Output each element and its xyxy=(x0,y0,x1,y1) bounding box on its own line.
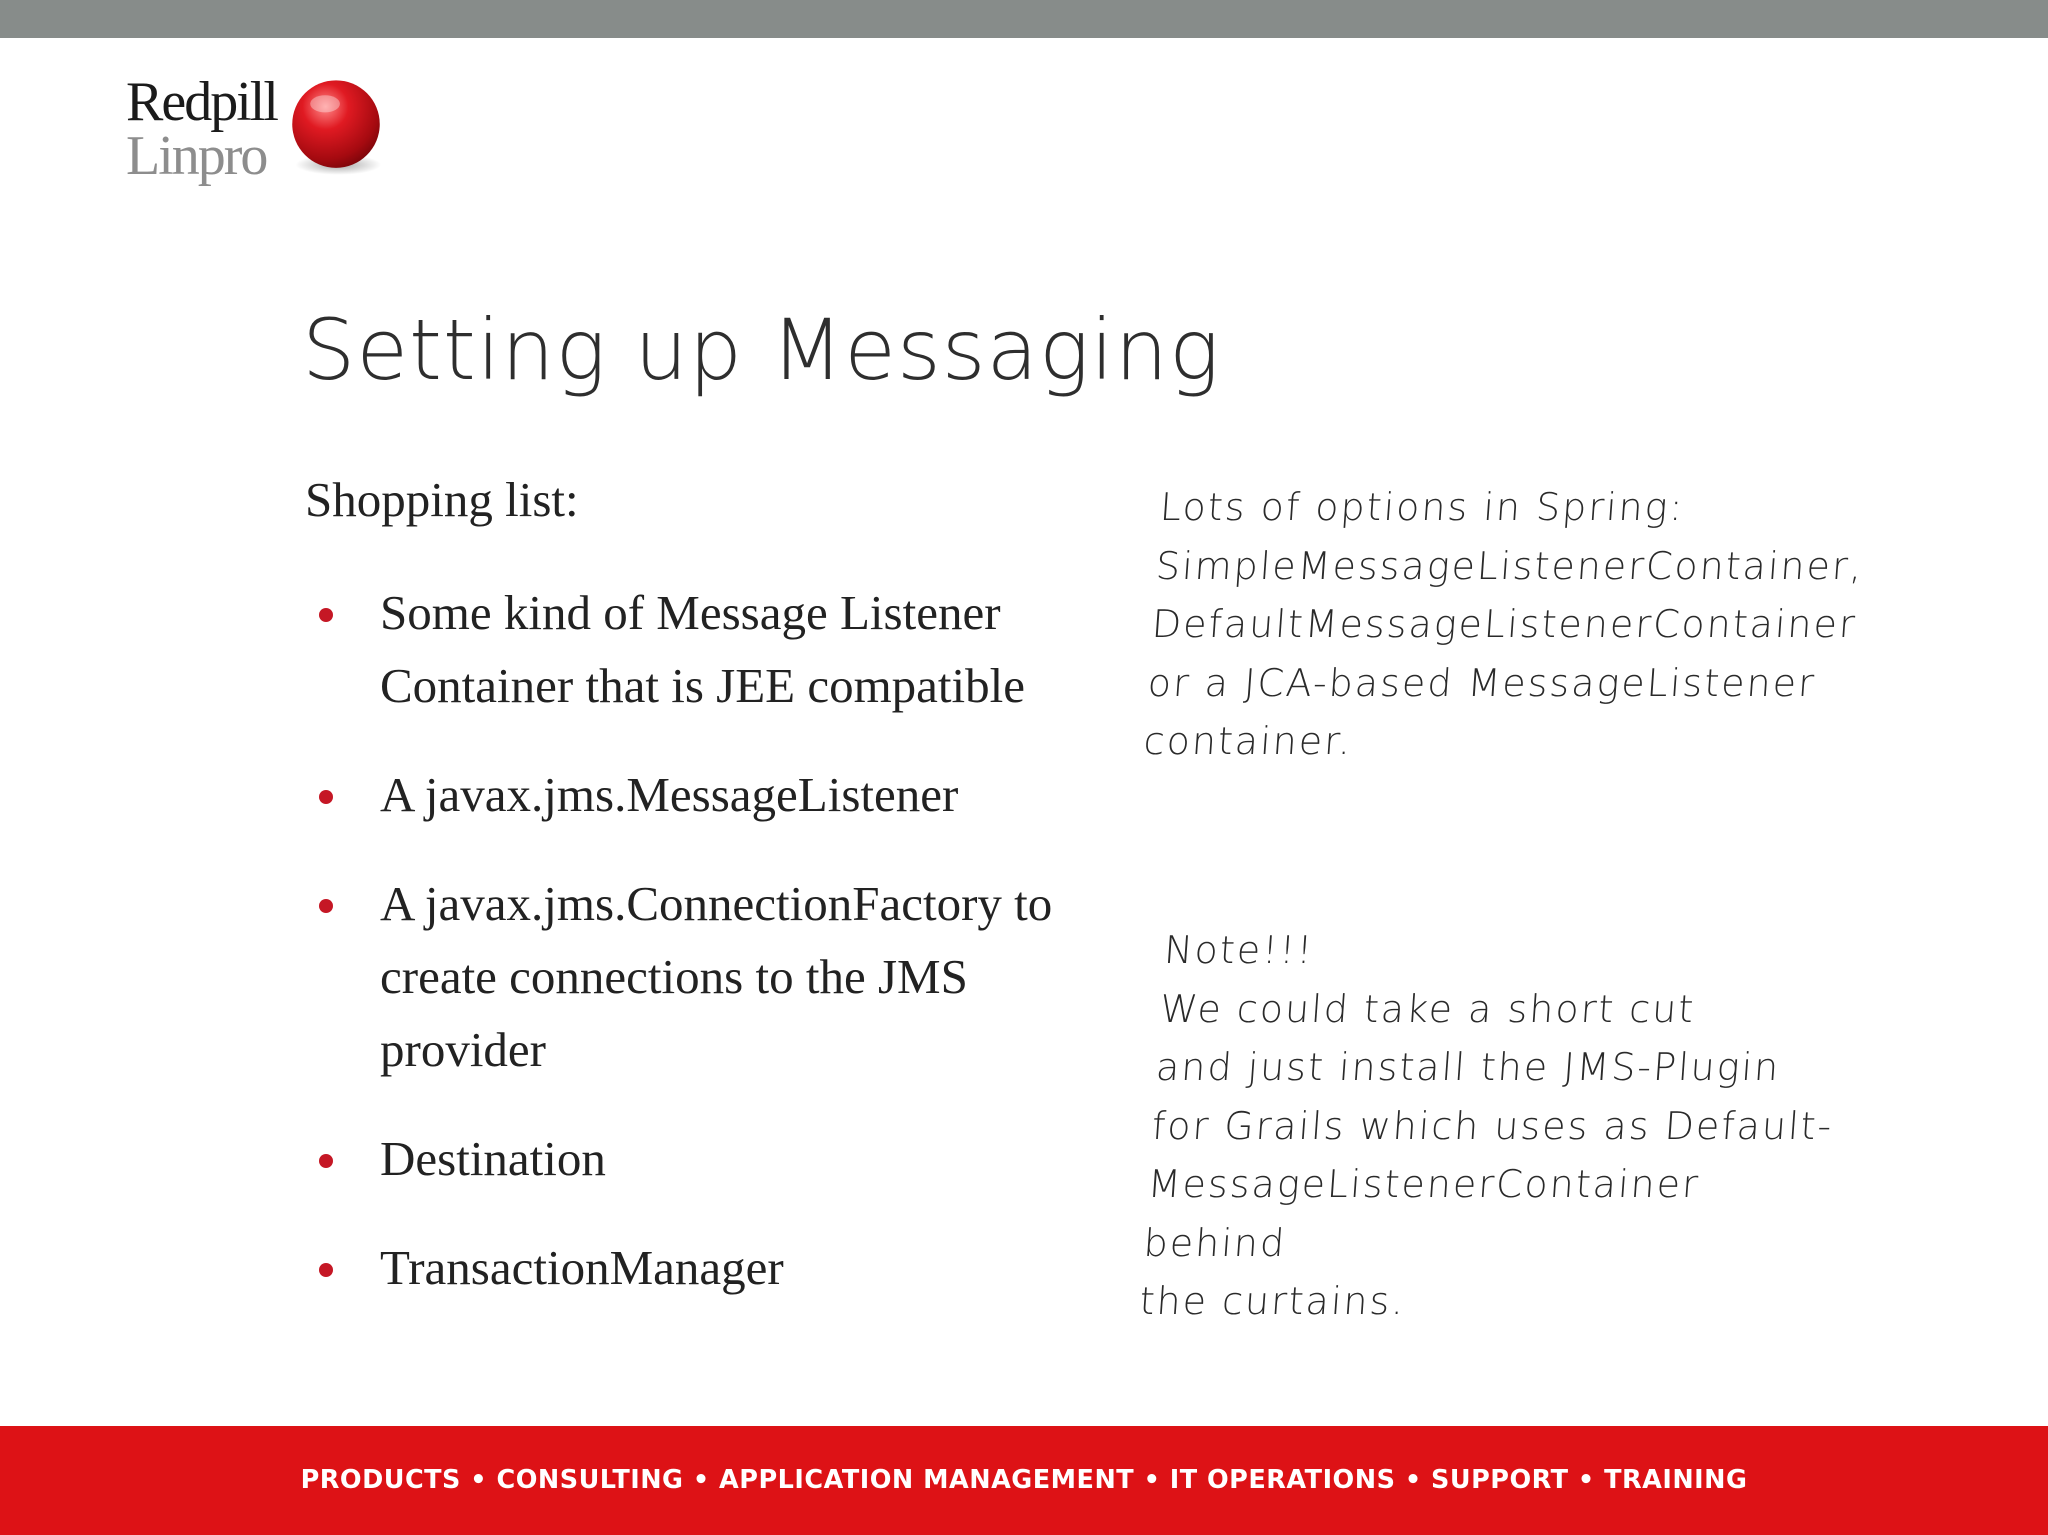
note-line: container. xyxy=(1142,719,1355,763)
note-line: the curtains. xyxy=(1138,1279,1408,1323)
note-line: and just install the JMS-Plugin xyxy=(1154,1045,1782,1089)
shopping-list xyxy=(305,576,1095,1340)
bullet-dot-icon xyxy=(319,608,333,622)
top-bar xyxy=(0,0,2048,38)
logo-word-linpro: Linpro xyxy=(126,125,267,187)
list-item-text: Some kind of Message Listener Container that is JEE compatible xyxy=(380,585,1026,713)
list-item xyxy=(305,758,1095,831)
note-line: MessageListenerContainer behind xyxy=(1142,1162,1702,1265)
bullet-dot-icon xyxy=(319,1263,333,1277)
note-line: DefaultMessageListenerContainer xyxy=(1150,602,1859,646)
bullet-dot-icon xyxy=(319,1154,333,1168)
red-pill-ball-icon xyxy=(286,78,386,178)
list-item-text: A javax.jms.MessageListener xyxy=(380,767,959,822)
list-item xyxy=(305,867,1095,1086)
redpill-linpro-logo xyxy=(126,71,396,194)
note-line: We could take a short cut xyxy=(1158,986,1697,1031)
note-line: Note!!! xyxy=(1162,928,1316,972)
note-line: for Grails which uses as Default- xyxy=(1150,1103,1835,1148)
jms-plugin-note xyxy=(1138,921,1857,1331)
list-item xyxy=(305,576,1095,722)
list-item-text: A javax.jms.ConnectionFactory to create connections to the JMS provider xyxy=(380,876,1053,1077)
logo-word-redpill: Redpill xyxy=(126,71,277,133)
bullet-dot-icon xyxy=(319,899,333,913)
footer-services-text: PRODUCTS • CONSULTING • APPLICATION MANAGEMENT • IT OPERATIONS • SUPPORT • TRAINING xyxy=(300,1465,1748,1495)
list-item-text: TransactionManager xyxy=(380,1240,784,1295)
shopping-list-heading: Shopping list: xyxy=(305,472,579,527)
note-line: or a JCA-based MessageListener xyxy=(1146,660,1818,705)
note-line: SimpleMessageListenerContainer, xyxy=(1154,543,1866,588)
list-item xyxy=(305,1122,1095,1195)
list-item-text: Destination xyxy=(380,1131,606,1186)
bullet-dot-icon xyxy=(319,790,333,804)
list-item xyxy=(305,1231,1095,1304)
spring-options-note xyxy=(1142,478,1866,771)
note-line: Lots of options in Spring: xyxy=(1158,485,1686,529)
slide-title: Setting up Messaging xyxy=(302,301,1221,399)
